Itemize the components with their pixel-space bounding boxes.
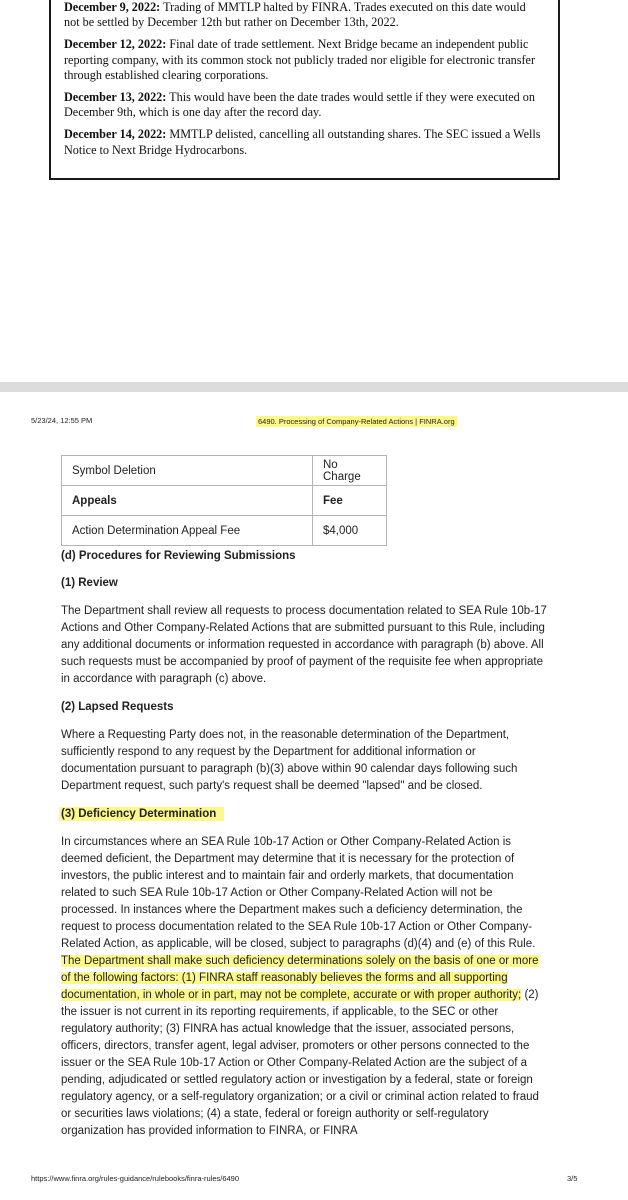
fee-label: Symbol Deletion — [62, 456, 313, 486]
fee-table-row — [62, 456, 387, 486]
print-timestamp: 5/23/24, 12:55 PM — [31, 416, 93, 425]
deficiency-paragraph — [61, 834, 551, 1140]
rule-body — [61, 548, 551, 1140]
print-page-title: 6490. Processing of Company-Related Actions | FINRA.org — [258, 417, 455, 426]
timeline-date: December 13, 2022: — [64, 90, 167, 105]
fee-value: No Charge — [313, 456, 387, 486]
lapsed-paragraph: Where a Requesting Party does not, in the reasonable determination of the Department, sufficiently respond to any request by the Department for additional information or documentation pursuant to paragraph (b)(3) above within 90 calendar days following such Department request, such party's request shall be deemed "lapsed" and be closed. — [61, 729, 518, 792]
procedures-heading: (d) Procedures for Reviewing Submissions — [61, 550, 296, 562]
timeline-text: This would have been the date trades would settle if they were executed on December 9th, which is one day after the record day. — [64, 90, 535, 120]
deficiency-text: In circumstances where an SEA Rule 10b-17 Action or Other Company-Related Action is deemed deficient, the Department may determine that it is necessary for the protection of investors, the public interest and to maintain fair and orderly markets, that documentation related to such SEA Rule 10b-17 Action or Other Company-Related Action will not be processed. In instances where the Department makes such a deficiency determination, the request to process documentation related to the SEA Rule 10b-17 Action or Other Company-Related Action, as applicable, will be closed, subject to paragraphs (d)(4) and (e) of this Rule. — [61, 836, 536, 950]
fee-value: Fee — [313, 486, 387, 516]
deficiency-heading-highlight: (3) Deficiency Determination — [59, 807, 224, 821]
deficiency-heading — [61, 806, 551, 823]
footer-url: https://www.finra.org/rules-guidance/rulebooks/finra-rules/6490 — [31, 1174, 240, 1183]
deficiency-text-continued: (2) the issuer is not current in its reporting requirements, if applicable, to the SEC or other regulatory authority; (3) FINRA has actual knowledge that the issuer, associated persons, officers, directors, transfer agent, legal adviser, promoters or other persons connected to the issuer or the SEA Rule 10b-17 Action or Other Company-Related Action are the subject of a pending, adjudicated or settled regulatory action or investigation by a federal, state or foreign regulatory agency, or a self-regulatory organization; or a civil or criminal action related to fraud or securities laws violations; (4) a state, federal or foreign authority or self-regulatory organization has provided information to FINRA, or FINRA — [61, 989, 539, 1137]
timeline-entry — [64, 37, 544, 83]
document-page-lower — [0, 392, 628, 1200]
timeline-text: Final date of trade settlement. Next Bridge became an independent public reporting company, with its common stock not publicly traded nor eligible for electronic transfer through established clearing corporations. — [64, 37, 536, 82]
fee-label: Action Determination Appeal Fee — [62, 516, 313, 546]
fee-table — [61, 455, 387, 546]
timeline-entry — [64, 90, 544, 120]
fee-table-row — [62, 516, 387, 546]
timeline-date: December 9, 2022: — [64, 0, 161, 14]
fee-table-row — [62, 486, 387, 516]
timeline-date: December 12, 2022: — [64, 37, 167, 52]
lapsed-heading: (2) Lapsed Requests — [61, 701, 174, 713]
timeline-date: December 14, 2022: — [64, 127, 167, 142]
timeline-text: MMTLP delisted, cancelling all outstanding shares. The SEC issued a Wells Notice to Next Bridge Hydrocarbons. — [64, 127, 541, 157]
timeline-text: Trading of MMTLP halted by FINRA. Trades executed on this date would not be settled by December 12th but rather on December 13th, 2022. — [64, 0, 526, 30]
timeline-entry — [64, 127, 544, 157]
review-paragraph: The Department shall review all requests to process documentation related to SEA Rule 10b-17 Actions and Other Company-Related Actions that are submitted pursuant to this Rule, including any additional documents or information requested in accordance with paragraph (b) above. All such requests must be accompanied by proof of payment of the requisite fee when appropriate in accordance with paragraph (c) above. — [61, 605, 547, 685]
footer-page-number: 3/5 — [567, 1174, 578, 1183]
timeline-box — [49, 0, 560, 180]
review-heading: (1) Review — [61, 577, 118, 589]
timeline-entry — [64, 0, 544, 30]
deficiency-highlight: The Department shall make such deficiency determinations solely on the basis of one or more of the following factors: (1) FINRA staff reasonably believes the forms and all supporting documentation, in whole or in part, may not be complete, accurate or with proper authority; — [61, 955, 539, 1001]
document-page-upper — [0, 0, 628, 382]
fee-value: $4,000 — [313, 516, 387, 546]
fee-label: Appeals — [62, 486, 313, 516]
